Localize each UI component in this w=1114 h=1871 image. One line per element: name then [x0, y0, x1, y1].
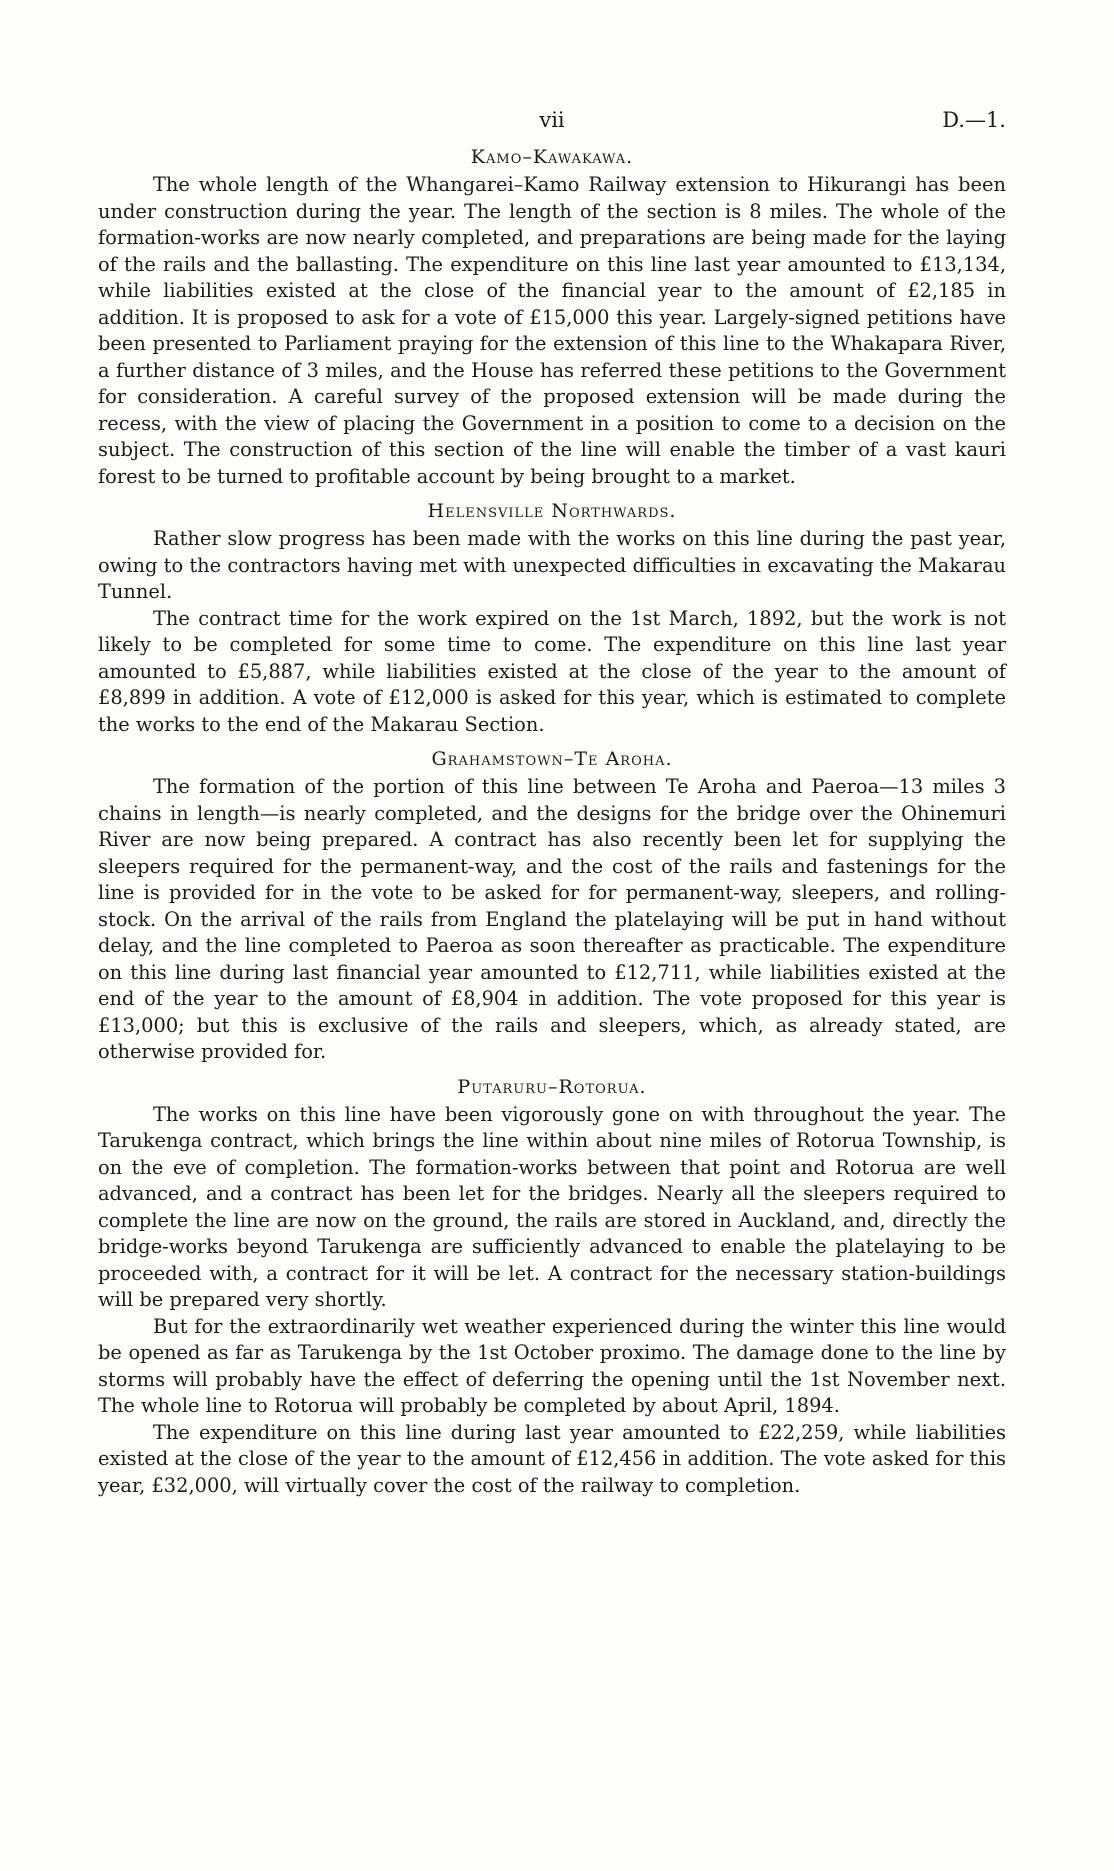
section-heading: Putaruru–Rotorua. [457, 1075, 647, 1098]
paragraph: The expenditure on this line during last year amounted to £22,259, while liabilities existed at the close of the year to the amount of £12,456 in addition. The vote asked for this year, £32,000, will virtually cover the cost of the railway to completion. [98, 1420, 1006, 1497]
section-kamo-kawakawa [98, 146, 1006, 490]
section-grahamstown-te-aroha [98, 748, 1006, 1066]
paragraph: Rather slow progress has been made with the works on this line during the past year, owing to the contractors having met with unexpected difficulties in excavating the Makarau Tunnel. [98, 527, 1006, 603]
paragraph: The works on this line have been vigorously gone on with throughout the year. The Tarukenga contract, which brings the line within about nine miles of Rotorua Township, is on the eve of completion. The formation-works between that point and Rotorua are well advanced, and a contract has been let for the bridges. Nearly all the sleepers required to complete the line are now on the ground, the rails are stored in Auckland, and, directly the bridge-works beyond Tarukenga are sufficiently advanced to enable the platelaying to be proceeded with, a contract for it will be let. A contract for the necessary station-buildings will be prepared very shortly. [98, 1102, 1006, 1311]
paragraph: But for the extraordinarily wet weather experienced during the winter this line would be opened as far as Tarukenga by the 1st October proximo. The damage done to the line by storms will probably have the effect of deferring the opening until the 1st November next. The whole line to Rotorua will probably be completed by about April, 1894. [98, 1314, 1006, 1417]
paragraph: The formation of the portion of this line between Te Aroha and Paeroa—13 miles 3 chains in length—is nearly completed, and the designs for the bridge over the Ohinemuri River are now being prepared. A contract has also recently been let for supplying the sleepers required for the permanent-way, and the cost of the rails and fastenings for the line is provided for in the vote to be asked for for permanent-way, sleepers, and rolling-stock. On the arrival of the rails from England the platelaying will be put in hand without delay, and the line completed to Paeroa as soon thereafter as practicable. The expenditure on this line during last financial year amounted to £12,711, while liabilities existed at the end of the year to the amount of £8,904 in addition. The vote proposed for this year is £13,000; but this is exclusive of the rails and sleepers, which, as already stated, are otherwise provided for. [98, 775, 1006, 1063]
paragraph: The contract time for the work expired on the 1st March, 1892, but the work is not likely to be completed for some time to come. The expenditure on this line last year amounted to £5,887, while liabilities existed at the close of the year to the amount of £8,899 in addition. A vote of £12,000 is asked for this year, which is estimated to complete the works to the end of the Makarau Section. [98, 606, 1006, 736]
section-heading: Helensville Northwards. [427, 500, 677, 522]
document-code: D.—1. [942, 108, 1006, 132]
running-head [98, 108, 1006, 140]
document-page [98, 108, 1006, 1509]
section-heading: Grahamstown–Te Aroha. [431, 748, 673, 770]
paragraph: The whole length of the Whangarei–Kamo Railway extension to Hikurangi has been under construction during the year. The length of the section is 8 miles. The whole of the formation-works are now nearly completed, and preparations are being made for the laying of the rails and the ballasting. The expenditure on this line last year amounted to £13,134, while liabilities existed at the close of the financial year to the amount of £2,185 in addition. It is proposed to ask for a vote of £15,000 this year. Largely-signed petitions have been presented to Parliament praying for the extension of this line to the Whakapara River, a further distance of 3 miles, and the House has referred these petitions to the Government for consideration. A careful survey of the proposed extension will be made during the recess, with the view of placing the Government in a position to come to a decision on the subject. The construction of this section of the line will enable the timber of a vast kauri forest to be turned to profitable account by being brought to a market. [98, 173, 1006, 488]
section-heading: Kamo–Kawakawa. [470, 146, 634, 168]
page-number: vii [539, 108, 565, 132]
section-helensville-northwards [98, 500, 1006, 738]
section-putaruru-rotorua [98, 1076, 1006, 1500]
